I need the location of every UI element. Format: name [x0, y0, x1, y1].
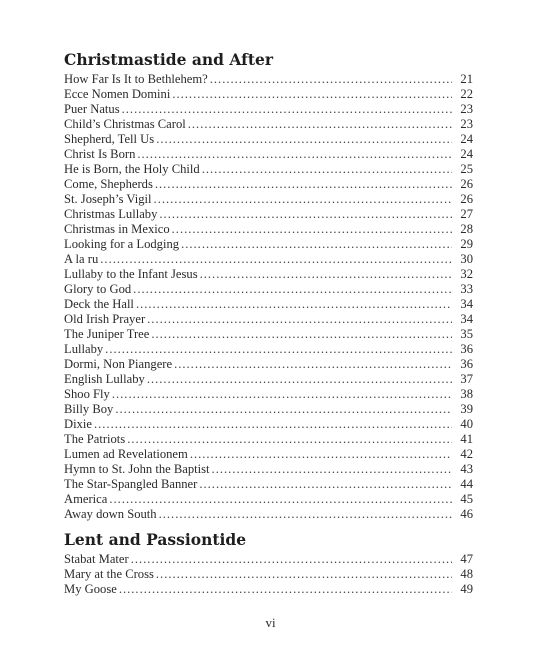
toc-entry-title: The Juniper Tree	[64, 327, 150, 341]
dot-leader	[105, 342, 452, 357]
toc-entry-page-number: 39	[460, 402, 473, 416]
toc-entry	[64, 267, 473, 282]
toc-entry	[64, 492, 473, 507]
toc-entry-page-number: 35	[460, 327, 473, 341]
toc-entry-title: Dormi, Non Piangere	[64, 357, 173, 371]
toc-entry-title: Shoo Fly	[64, 387, 110, 401]
dot-leader	[190, 447, 452, 462]
toc-entry-page-number: 47	[460, 552, 473, 566]
toc-entry	[64, 552, 473, 567]
toc-entry	[64, 162, 473, 177]
toc-entry-page-number: 27	[460, 207, 473, 221]
toc-entry-title: English Lullaby	[64, 372, 145, 386]
toc-entry-page-number: 42	[460, 447, 473, 461]
toc-entry-title: Hymn to St. John the Baptist	[64, 462, 210, 476]
toc-entry	[64, 147, 473, 162]
toc-entry-title: Christmas in Mexico	[64, 222, 170, 236]
toc-entry-page-number: 44	[460, 477, 473, 491]
toc-entry-page-number: 33	[460, 282, 473, 296]
toc-entry	[64, 327, 473, 342]
dot-leader	[156, 567, 452, 582]
toc-entry-title: St. Joseph’s Vigil	[64, 192, 152, 206]
toc-entry-title: America	[64, 492, 108, 506]
toc-entry-title: My Goose	[64, 582, 117, 596]
toc-entry	[64, 252, 473, 267]
toc-entry-page-number: 41	[460, 432, 473, 446]
toc-entry-page-number: 23	[460, 102, 473, 116]
dot-leader	[100, 252, 452, 267]
dot-leader	[115, 402, 452, 417]
toc-entry-page-number: 34	[460, 312, 473, 326]
dot-leader	[210, 72, 452, 87]
dot-leader	[155, 177, 452, 192]
toc-entry-title: Glory to God	[64, 282, 132, 296]
toc-entry	[64, 237, 473, 252]
toc-entry	[64, 477, 473, 492]
dot-leader	[151, 327, 452, 342]
toc-entry-title: Billy Boy	[64, 402, 114, 416]
toc-entry	[64, 117, 473, 132]
dot-leader	[154, 192, 452, 207]
toc-entry-title: A la ru	[64, 252, 99, 266]
toc-entry	[64, 387, 473, 402]
dot-leader	[159, 507, 452, 522]
toc-entry	[64, 282, 473, 297]
toc-entry-page-number: 49	[460, 582, 473, 596]
dot-leader	[174, 357, 452, 372]
dot-leader	[212, 462, 452, 477]
dot-leader	[202, 162, 452, 177]
dot-leader	[181, 237, 452, 252]
section-title-lent: Lent and Passiontide	[64, 530, 247, 549]
toc-entry-page-number: 40	[460, 417, 473, 431]
toc-entry	[64, 432, 473, 447]
toc-entry-page-number: 46	[460, 507, 473, 521]
dot-leader	[147, 312, 452, 327]
toc-entry-page-number: 21	[460, 72, 473, 86]
dot-leader	[109, 492, 452, 507]
toc-entry-page-number: 25	[460, 162, 473, 176]
toc-entry-title: Away down South	[64, 507, 157, 521]
toc-entry-title: Mary at the Cross	[64, 567, 154, 581]
toc-entry-page-number: 29	[460, 237, 473, 251]
toc-entry-title: Lullaby to the Infant Jesus	[64, 267, 198, 281]
toc-entry	[64, 297, 473, 312]
dot-leader	[122, 102, 452, 117]
toc-entry	[64, 87, 473, 102]
toc-entry-title: The Star-Spangled Banner	[64, 477, 198, 491]
toc-entry-title: Ecce Nomen Domini	[64, 87, 171, 101]
toc-entry	[64, 507, 473, 522]
dot-leader	[136, 297, 452, 312]
contents-page	[64, 0, 473, 597]
toc-entry-title: Christ Is Born	[64, 147, 136, 161]
dot-leader	[131, 552, 452, 567]
toc-entry-page-number: 32	[460, 267, 473, 281]
toc-entry	[64, 192, 473, 207]
toc-entry-page-number: 37	[460, 372, 473, 386]
toc-entry-page-number: 43	[460, 462, 473, 476]
dot-leader	[147, 372, 452, 387]
dot-leader	[137, 147, 452, 162]
dot-leader	[156, 132, 452, 147]
toc-entry	[64, 102, 473, 117]
toc-entry-page-number: 30	[460, 252, 473, 266]
dot-leader	[172, 87, 452, 102]
toc-entry-title: Shepherd, Tell Us	[64, 132, 155, 146]
dot-leader	[159, 207, 452, 222]
dot-leader	[119, 582, 452, 597]
toc-entry	[64, 312, 473, 327]
toc-entry-page-number: 34	[460, 297, 473, 311]
toc-entry	[64, 357, 473, 372]
toc-entry	[64, 177, 473, 192]
toc-entry-page-number: 38	[460, 387, 473, 401]
page-number: vi	[265, 615, 276, 630]
toc-entry-title: Christmas Lullaby	[64, 207, 158, 221]
dot-leader	[200, 267, 452, 282]
toc-entry	[64, 582, 473, 597]
toc-entry-title: Dixie	[64, 417, 92, 431]
toc-entry-page-number: 28	[460, 222, 473, 236]
toc-list-christmastide	[64, 72, 473, 522]
toc-entry-title: The Patriots	[64, 432, 126, 446]
toc-entry-title: Come, Shepherds	[64, 177, 153, 191]
toc-entry	[64, 567, 473, 582]
toc-entry	[64, 462, 473, 477]
toc-entry-page-number: 24	[460, 132, 473, 146]
toc-entry-title: Lullaby	[64, 342, 104, 356]
dot-leader	[133, 282, 452, 297]
toc-entry	[64, 402, 473, 417]
toc-list-lent	[64, 552, 473, 597]
toc-entry-page-number: 36	[460, 357, 473, 371]
toc-entry-page-number: 26	[460, 192, 473, 206]
toc-entry-title: Lumen ad Revelationem	[64, 447, 188, 461]
toc-entry	[64, 72, 473, 87]
dot-leader	[199, 477, 452, 492]
toc-entry	[64, 372, 473, 387]
toc-entry-title: Old Irish Prayer	[64, 312, 146, 326]
toc-entry-page-number: 24	[460, 147, 473, 161]
toc-entry-page-number: 23	[460, 117, 473, 131]
toc-entry-title: Deck the Hall	[64, 297, 134, 311]
toc-entry	[64, 342, 473, 357]
toc-entry-page-number: 26	[460, 177, 473, 191]
toc-entry-page-number: 45	[460, 492, 473, 506]
section-title-christmastide: Christmastide and After	[64, 50, 274, 69]
dot-leader	[188, 117, 452, 132]
toc-entry	[64, 417, 473, 432]
toc-entry	[64, 207, 473, 222]
toc-entry-page-number: 22	[460, 87, 473, 101]
toc-entry-title: Stabat Mater	[64, 552, 129, 566]
toc-entry	[64, 132, 473, 147]
dot-leader	[172, 222, 452, 237]
toc-entry-title: Looking for a Lodging	[64, 237, 180, 251]
toc-entry	[64, 447, 473, 462]
dot-leader	[127, 432, 452, 447]
toc-entry-title: Child’s Christmas Carol	[64, 117, 186, 131]
toc-entry-page-number: 36	[460, 342, 473, 356]
toc-entry-page-number: 48	[460, 567, 473, 581]
dot-leader	[94, 417, 452, 432]
dot-leader	[112, 387, 452, 402]
toc-entry-title: He is Born, the Holy Child	[64, 162, 200, 176]
toc-entry	[64, 222, 473, 237]
toc-entry-title: How Far Is It to Bethlehem?	[64, 72, 208, 86]
toc-entry-title: Puer Natus	[64, 102, 120, 116]
